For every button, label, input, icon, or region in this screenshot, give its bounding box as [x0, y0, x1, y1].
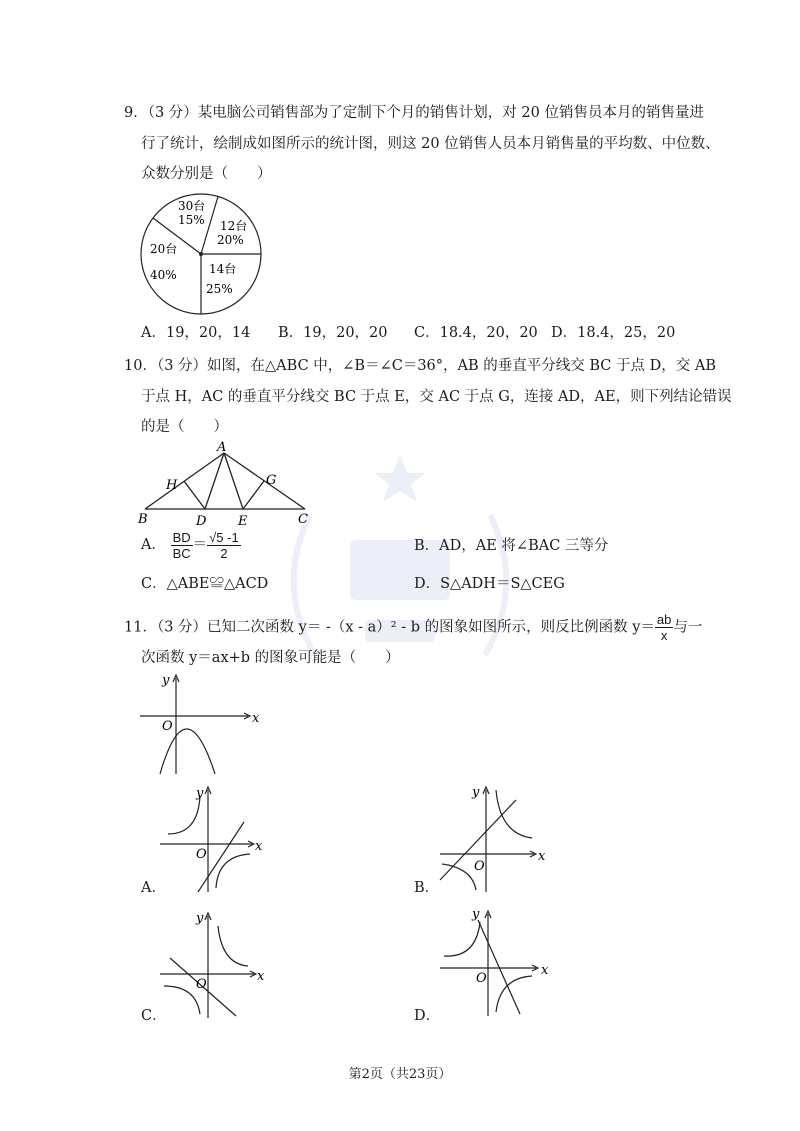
axis-x-label: x	[538, 849, 546, 864]
axis-y-label: y	[162, 673, 170, 688]
axis-x-label: x	[257, 969, 265, 984]
point-label-a: A	[217, 440, 227, 455]
q10-option-a-rhs-fraction	[207, 530, 241, 561]
point-label-d: D	[196, 514, 207, 529]
axis-y-label: y	[472, 907, 480, 922]
q9-option-b[interactable]: B．19，20，20	[278, 325, 388, 341]
q11-option-c-label[interactable]: C．	[141, 1008, 167, 1024]
q9-option-c[interactable]: C．18.4，20，20	[414, 325, 538, 341]
q11-line-1	[124, 612, 702, 643]
point-label-e: E	[238, 514, 248, 529]
pie-slice-12-label: 12台	[220, 219, 248, 233]
q11-option-d-label[interactable]: D．	[414, 1008, 441, 1024]
q11-option-b-label[interactable]: B．	[414, 880, 440, 896]
pie-slice-14-pct: 25%	[206, 282, 233, 296]
fraction-denominator: 2	[220, 545, 228, 561]
q10-line-1: 10．（3 分）如图，在△ABC 中，∠B＝∠C＝36°，AB 的垂直平分线交 BC 于点 D，交 AB	[124, 358, 716, 374]
point-label-b: B	[138, 512, 148, 527]
pie-slice-20-label: 20台	[150, 242, 178, 256]
q11-option-a-label[interactable]: A．	[141, 880, 166, 896]
q11-option-d-graph[interactable]	[438, 906, 550, 1018]
q9-option-d[interactable]: D．18.4，25，20	[551, 325, 676, 341]
axis-x-label: x	[255, 839, 263, 854]
q9-pie-chart	[140, 193, 262, 315]
axis-y-label: y	[196, 786, 204, 801]
fraction-numerator: √5 -1	[209, 529, 239, 545]
origin-label: O	[162, 719, 173, 734]
q10-option-a[interactable]	[141, 527, 241, 563]
axis-x-label: x	[252, 711, 260, 726]
q10-option-c[interactable]: C．△ABE≌△ACD	[141, 576, 269, 592]
q11-line-2: 次函数 y＝ax+b 的图象可能是（ ）	[141, 650, 400, 666]
q10-triangle-figure	[138, 440, 318, 529]
q10-line-2: 于点 H，AC 的垂直平分线交 BC 于点 E，交 AC 于点 G，连接 AD，AE，则下列结论错误	[141, 389, 732, 405]
origin-label: O	[474, 859, 485, 874]
axis-x-label: x	[541, 963, 549, 978]
point-label-g: G	[266, 473, 277, 488]
fraction-denominator: x	[660, 628, 668, 643]
q11-option-c-graph[interactable]	[158, 908, 266, 1020]
q10-option-b[interactable]: B．AD，AE 将∠BAC 三等分	[414, 538, 609, 554]
point-label-h: H	[166, 478, 178, 493]
q11-parabola-figure	[140, 672, 260, 777]
q11-option-a-graph[interactable]	[158, 782, 266, 894]
pie-slice-14-label: 14台	[209, 262, 237, 276]
q10-option-a-lhs-fraction	[171, 530, 193, 561]
pie-slice-20-pct: 40%	[150, 268, 177, 282]
q9-line-2: 行了统计，绘制成如图所示的统计图，则这 20 位销售人员本月销售量的平均数、中位数、	[141, 136, 720, 152]
pie-slice-30-label: 30台	[178, 199, 206, 213]
pie-slice-12-pct: 20%	[217, 233, 244, 247]
fraction-numerator: BD	[172, 529, 191, 545]
q11-line-1-text: 11．（3 分）已知二次函数 y＝ -（x - a）² - b 的图象如图所示，则反比例函数 y＝	[124, 619, 655, 636]
q9-line-1: 9．（3 分）某电脑公司销售部为了定制下个月的销售计划，对 20 位销售员本月的销售量进	[124, 105, 704, 121]
axis-y-label: y	[472, 785, 480, 800]
axis-y-label: y	[196, 911, 204, 926]
pie-slice-30-pct: 15%	[178, 213, 205, 227]
q10-option-a-prefix: A．	[141, 537, 166, 553]
q9-line-3: 众数分别是（ ）	[141, 166, 272, 182]
q10-line-3: 的是（ ）	[141, 419, 228, 435]
fraction-denominator: BC	[172, 545, 191, 561]
origin-label: O	[476, 971, 487, 986]
origin-label: O	[196, 977, 207, 992]
q11-inverse-fraction	[655, 612, 673, 643]
fraction-numerator: ab	[656, 612, 672, 627]
equals-sign: ＝	[192, 537, 208, 553]
q10-option-d[interactable]: D．S△ADH＝S△CEG	[414, 576, 565, 592]
point-label-c: C	[298, 512, 308, 527]
page-footer: 第2页（共23页）	[348, 1067, 452, 1082]
q9-option-a[interactable]: A．19，20，14	[141, 325, 251, 341]
origin-label: O	[196, 847, 207, 862]
q11-option-b-graph[interactable]	[438, 782, 550, 894]
q11-line-1-tail: 与一	[673, 619, 703, 636]
